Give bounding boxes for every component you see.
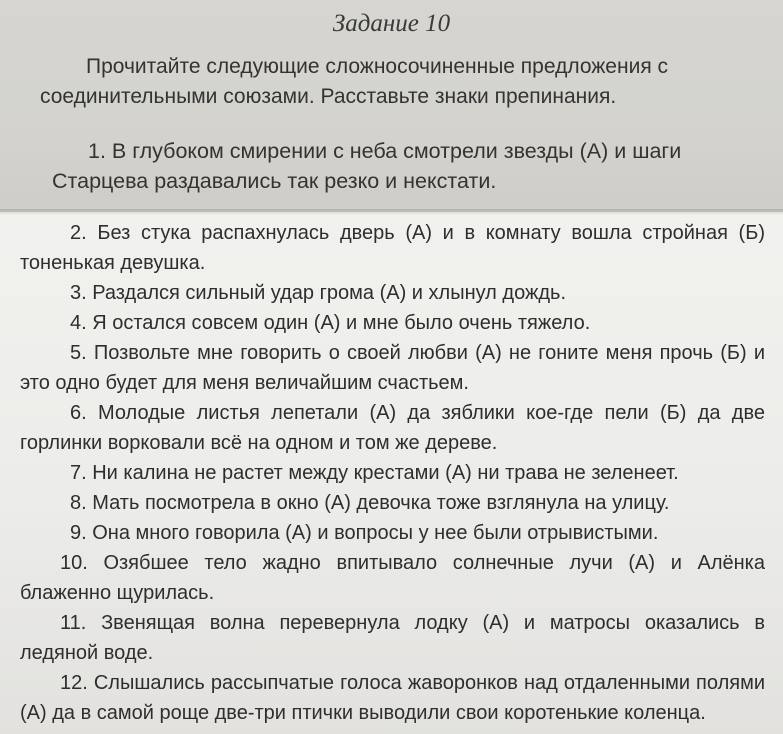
sentence-1: 1. В глубоком смирении с неба смотрели звезды (А) и шаги Старцева раздавались так резко и некстати. bbox=[52, 139, 682, 193]
sentence-9: 9. Она много говорила (А) и вопросы у нее были отрывистыми. bbox=[70, 522, 659, 544]
sentence-8: 8. Мать посмотрела в окно (А) девочка тоже взглянула на улицу. bbox=[70, 492, 670, 514]
sentence-3: 3. Раздался сильный удар грома (А) и хлынул дождь. bbox=[70, 282, 566, 304]
photo-seam bbox=[0, 209, 783, 215]
sentence-6: 6. Молодые листья лепетали (А) да зяблики кое-где пели (Б) да две горлинки ворковали всё на одном и том же дереве. bbox=[20, 402, 765, 454]
sentence-4: 4. Я остался совсем один (А) и мне было очень тяжело. bbox=[70, 312, 591, 334]
sentence-12: 12. Слышались рассыпчатые голоса жаворонков над отдаленными полями (А) да в самой роще две-три птички выводили свои коротенькие коленца. bbox=[20, 672, 765, 724]
exercise-title: Задание 10 bbox=[332, 10, 451, 37]
exercise-instruction: Прочитайте следующие сложносочиненные предложения с соединительными союзами. Расставьте знаки препинания. bbox=[40, 55, 669, 108]
sentence-5: 5. Позвольте мне говорить о своей любви (А) не гоните меня прочь (Б) и это одно будет для меня величайшим счастьем. bbox=[20, 342, 765, 394]
sentence-7: 7. Ни калина не растет между крестами (А) ни трава не зеленеет. bbox=[70, 462, 679, 484]
sentence-list bbox=[20, 218, 765, 728]
sentence-11: 11. Звенящая волна перевернула лодку (А) и матросы оказались в ледяной воде. bbox=[20, 612, 765, 664]
sentence-10: 10. Озябшее тело жадно впитывало солнечные лучи (А) и Алёнка блаженно щурилась. bbox=[20, 552, 765, 604]
sentence-2: 2. Без стука распахнулась дверь (А) и в комнату вошла стройная (Б) тоненькая девушка. bbox=[20, 222, 765, 274]
